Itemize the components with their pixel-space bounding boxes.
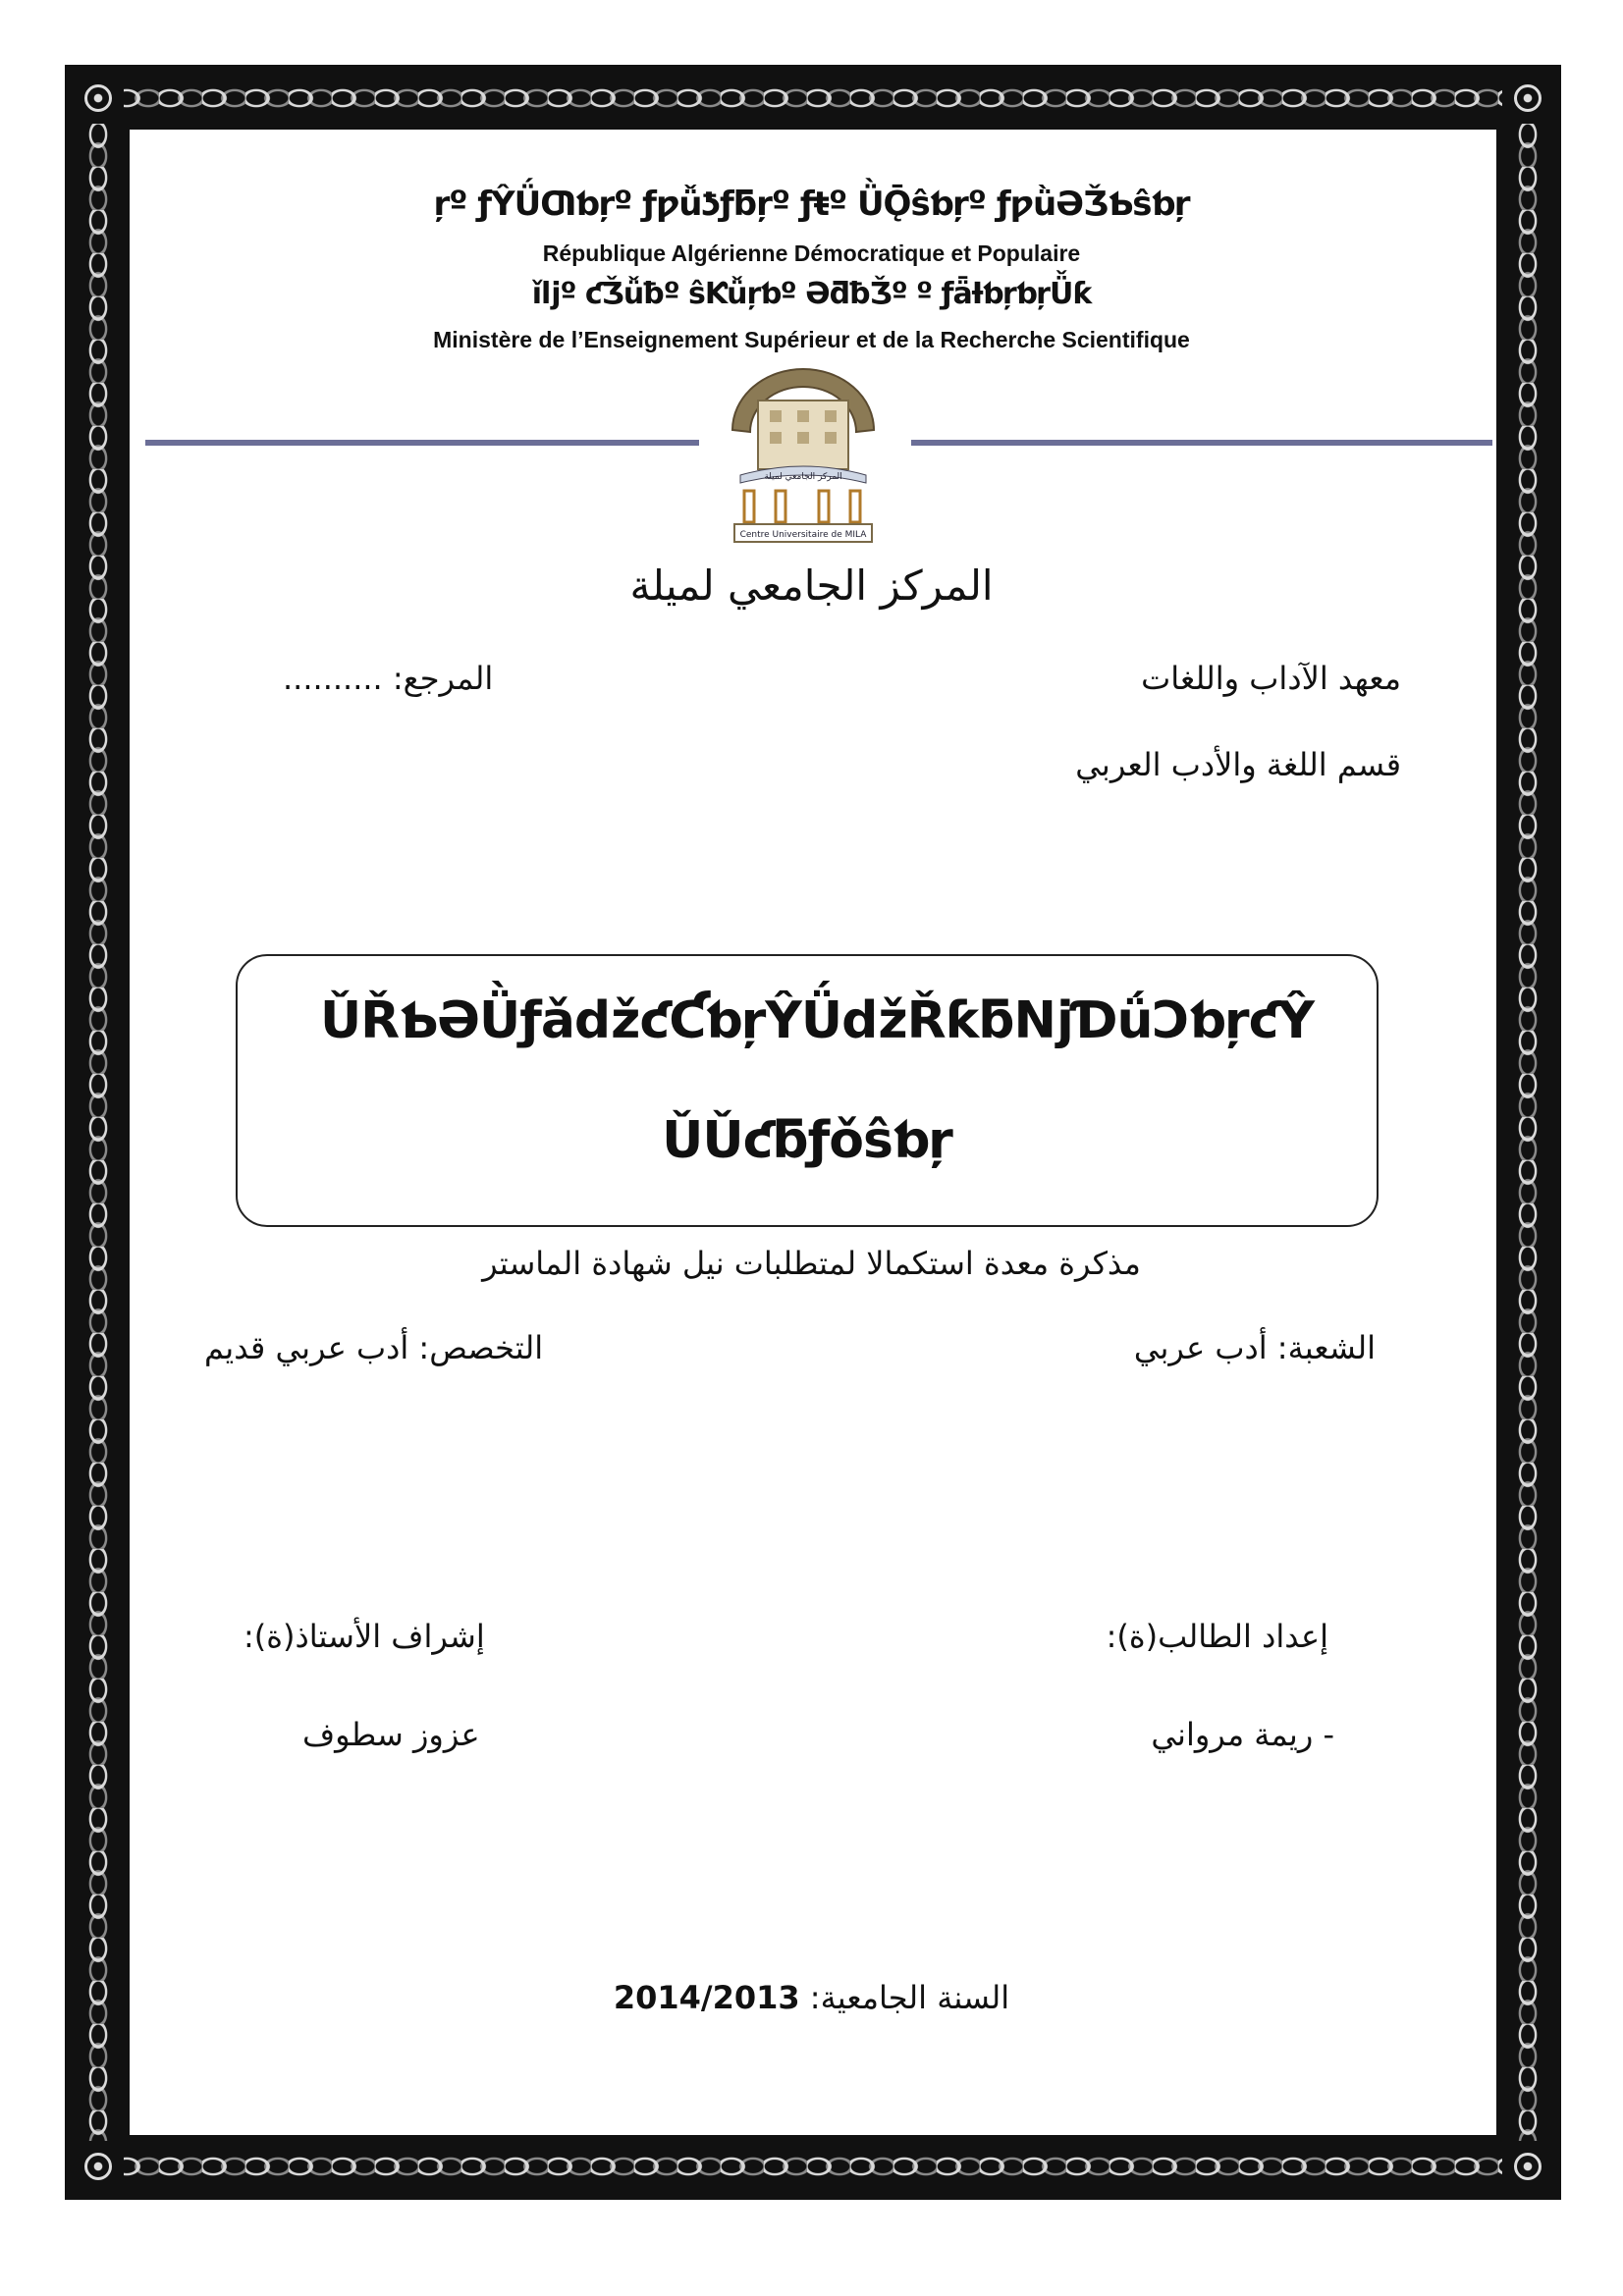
thesis-note: مذكرة معدة استكمالا لمتطلبات نيل شهادة الماستر: [482, 1245, 1141, 1282]
reference-field: المرجع: ..........: [283, 660, 494, 697]
branch: الشعبة: أدب عربي: [1133, 1329, 1376, 1366]
center-name: المركز الجامعي لميلة: [629, 561, 994, 610]
academic-year-label: السنة الجامعية:: [809, 1979, 1010, 2016]
university-logo: [719, 361, 888, 546]
republic-title-french: République Algérienne Démocratique et Populaire: [542, 240, 1081, 266]
ministry-title-french: Ministère de l’Enseignement Supérieur et de la Recherche Scientifique: [433, 327, 1190, 352]
student-label: إعداد الطالب(ة):: [1106, 1618, 1328, 1655]
specialty: التخصص: أدب عربي قديم: [204, 1329, 544, 1366]
supervisor-label: إشراف الأستاذ(ة):: [243, 1618, 485, 1655]
academic-year: [0, 1979, 1623, 2016]
logo-caption-french: Centre Universitaire de MILA: [739, 530, 867, 540]
institute-name: معهد الآداب واللغات: [1141, 660, 1401, 697]
ministry-title-arabic-garbled: ǐǉº ƈǮǚƀº ŝƘǚŗƅº ƏƌƀǮº º ƒǟƗƅŗƅŗǙƙ: [531, 277, 1092, 311]
supervisor-name: عزوز سطوف: [302, 1716, 480, 1753]
header-rule-right: [911, 440, 1492, 446]
thesis-title-line2-garbled: ǓǓƈƃƒǒŝƅŗ: [662, 1111, 952, 1170]
department-name: قسم اللغة والأدب العربي: [1075, 746, 1401, 783]
academic-year-value: 2014/2013: [613, 1979, 800, 2016]
republic-title-arabic-garbled: ŗº ƒŶǗƢƅŗº ƒƿǚƾƒƃŗº ƒŧº ǛǬŝƅŗº ƒƿǜƏǮƄŝƅŗ: [433, 185, 1190, 224]
logo-caption-arabic: المركز الجامعي لميلة: [764, 472, 842, 482]
thesis-title-line1-garbled: ǓŘƄƏǛƒǎǆƈƇƅŗŶǗǆŘƙƃǋƊǘƆƅŗƈŶ: [319, 991, 1315, 1050]
header-rule-left: [145, 440, 699, 446]
student-name: - ريمة مرواني: [1151, 1716, 1334, 1753]
